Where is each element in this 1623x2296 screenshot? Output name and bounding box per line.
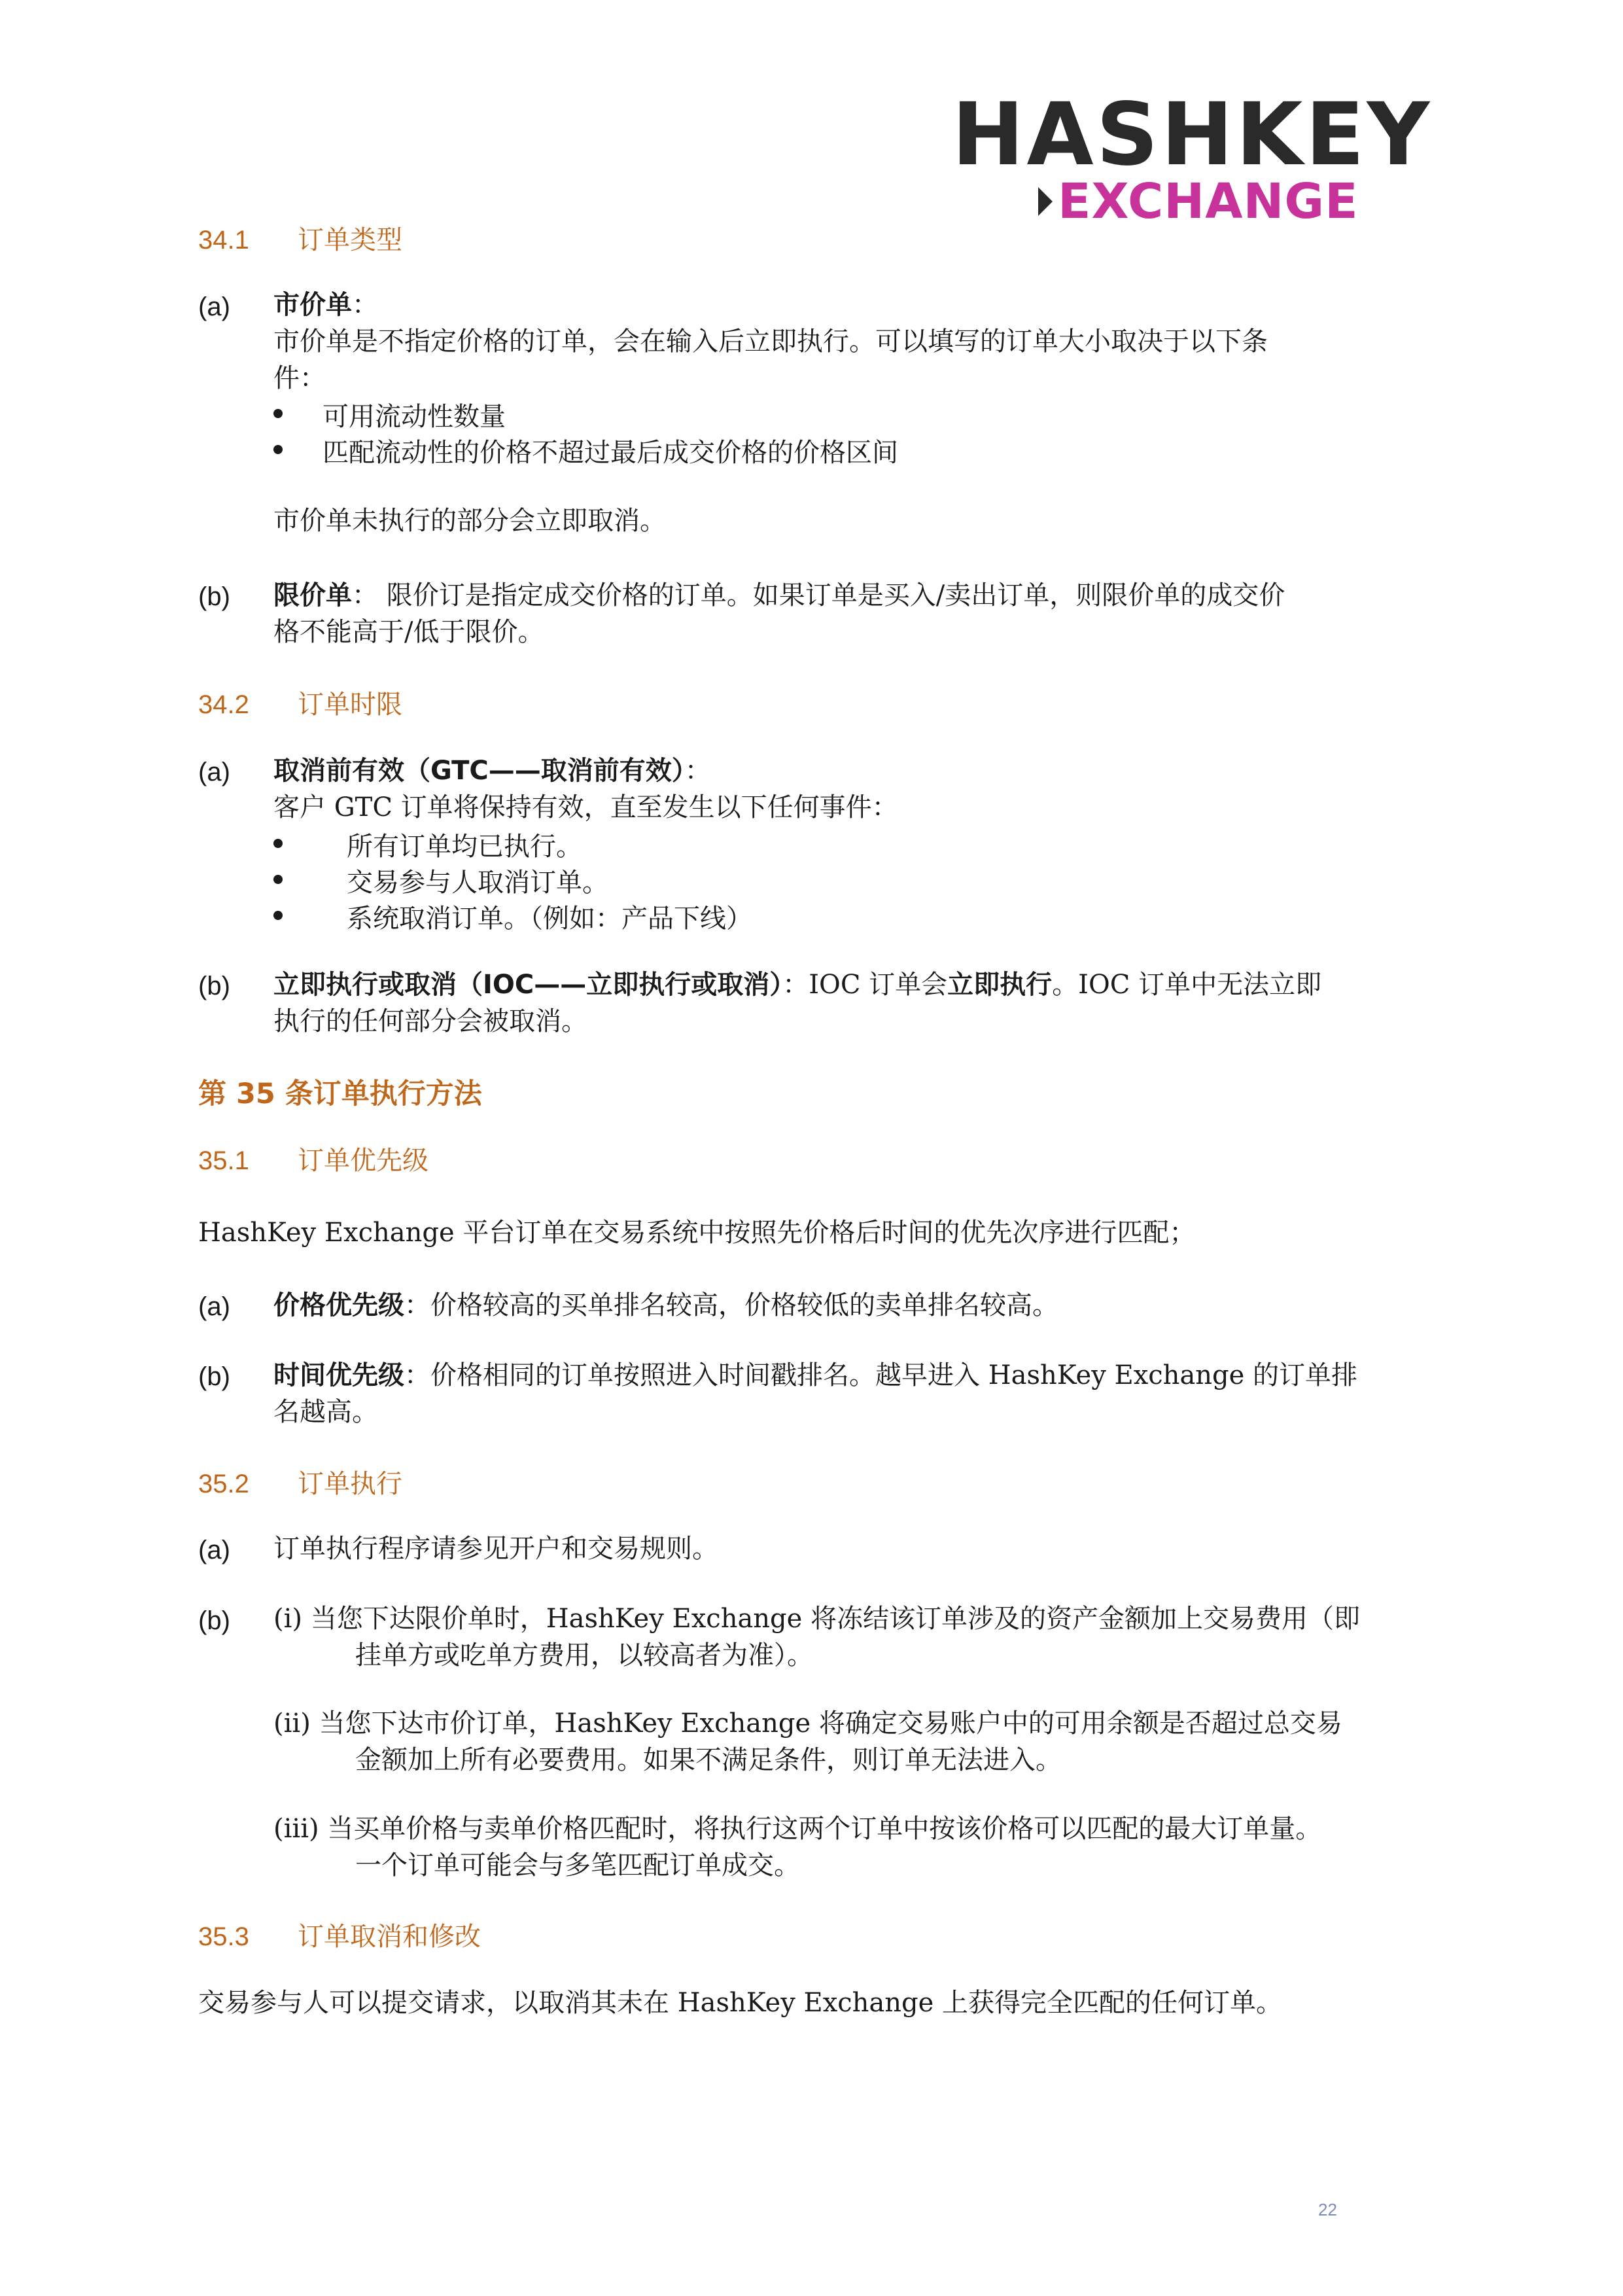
- section-34-1-heading: 34.1 订单类型: [198, 225, 402, 255]
- logo-exchange-row: [1038, 175, 1359, 228]
- item-b-label: (b): [198, 582, 230, 611]
- sub-item-i: (i) 当您下达限价单时，HashKey Exchange 将冻结该订单涉及的资产金额加上交易费用（即 挂单方或吃单方费用，以较高者为准）。: [273, 1604, 1361, 1670]
- limit-order-para: 限价单： 限价订是指定成交价格的订单。如果订单是买入/卖出订单，则限价单的成交价 格不能高于/低于限价。: [273, 580, 1285, 647]
- item-a-label: (a): [198, 1536, 230, 1564]
- page-number: 22: [1318, 2200, 1337, 2219]
- list-item: 交易参与人取消订单。: [273, 862, 608, 899]
- gtc-para: 取消前有效（GTC——取消前有效）： 客户 GTC 订单将保持有效，直至发生以下任何事件：: [273, 756, 898, 822]
- item-a-label: (a): [198, 758, 230, 786]
- logo-wordmark-hashkey: HASHKEY: [952, 84, 1433, 185]
- time-priority-para: 时间优先级：价格相同的订单按照进入时间戳排名。越早进入 HashKey Exchange 的订单排 名越高。: [273, 1360, 1358, 1427]
- sub-item-iii: (iii) 当买单价格与卖单价格匹配时，将执行这两个订单中按该价格可以匹配的最大订单量。 一个订单可能会与多笔匹配订单成交。: [273, 1814, 1322, 1881]
- section-34-2-heading: 34.2 订单时限: [198, 690, 402, 720]
- list-item: 匹配流动性的价格不超过最后成交价格的价格区间: [273, 432, 898, 469]
- item-a-label: (a): [198, 292, 230, 321]
- section-35-3-heading: 35.3 订单取消和修改: [198, 1922, 481, 1952]
- price-priority-para: 价格优先级：价格较高的买单排名较高，价格较低的卖单排名较高。: [273, 1290, 1058, 1320]
- execution-procedure-para: 订单执行程序请参见开户和交易规则。: [273, 1534, 718, 1564]
- cancellation-para: 交易参与人可以提交请求，以取消其未在 HashKey Exchange 上获得完全匹配的任何订单。: [198, 1988, 1283, 2018]
- item-b-label: (b): [198, 1606, 230, 1635]
- hashkey-exchange-logo: [952, 84, 1433, 230]
- ioc-para: 立即执行或取消（IOC——立即执行或取消）：IOC 订单会立即执行。IOC 订单中无法立即 执行的任何部分会被取消。: [273, 970, 1322, 1036]
- priority-intro-para: HashKey Exchange 平台订单在交易系统中按照先价格后时间的优先次序进行匹配；: [198, 1218, 1196, 1248]
- sub-item-ii: (ii) 当您下达市价订单，HashKey Exchange 将确定交易账户中的可用余额是否超过总交易 金额加上所有必要费用。如果不满足条件，则订单无法进入。: [273, 1708, 1342, 1775]
- list-item: 所有订单均已执行。: [273, 826, 582, 863]
- item-b-label: (b): [198, 1362, 230, 1391]
- list-item: 可用流动性数量: [273, 396, 506, 433]
- logo-arrow-icon: [1038, 187, 1053, 216]
- market-order-para: 市价单： 市价单是不指定价格的订单，会在输入后立即执行。可以填写的订单大小取决于以下条 件：: [273, 290, 1268, 393]
- section-35-2-heading: 35.2 订单执行: [198, 1469, 402, 1499]
- article-35-heading: 第 35 条订单执行方法: [198, 1078, 482, 1110]
- logo-wordmark-exchange: EXCHANGE: [1058, 173, 1359, 230]
- market-order-note: 市价单未执行的部分会立即取消。: [273, 506, 666, 536]
- section-35-1-heading: 35.1 订单优先级: [198, 1146, 428, 1176]
- item-a-label: (a): [198, 1292, 230, 1321]
- list-item: 系统取消订单。（例如：产品下线）: [273, 898, 752, 935]
- item-b-label: (b): [198, 972, 230, 1000]
